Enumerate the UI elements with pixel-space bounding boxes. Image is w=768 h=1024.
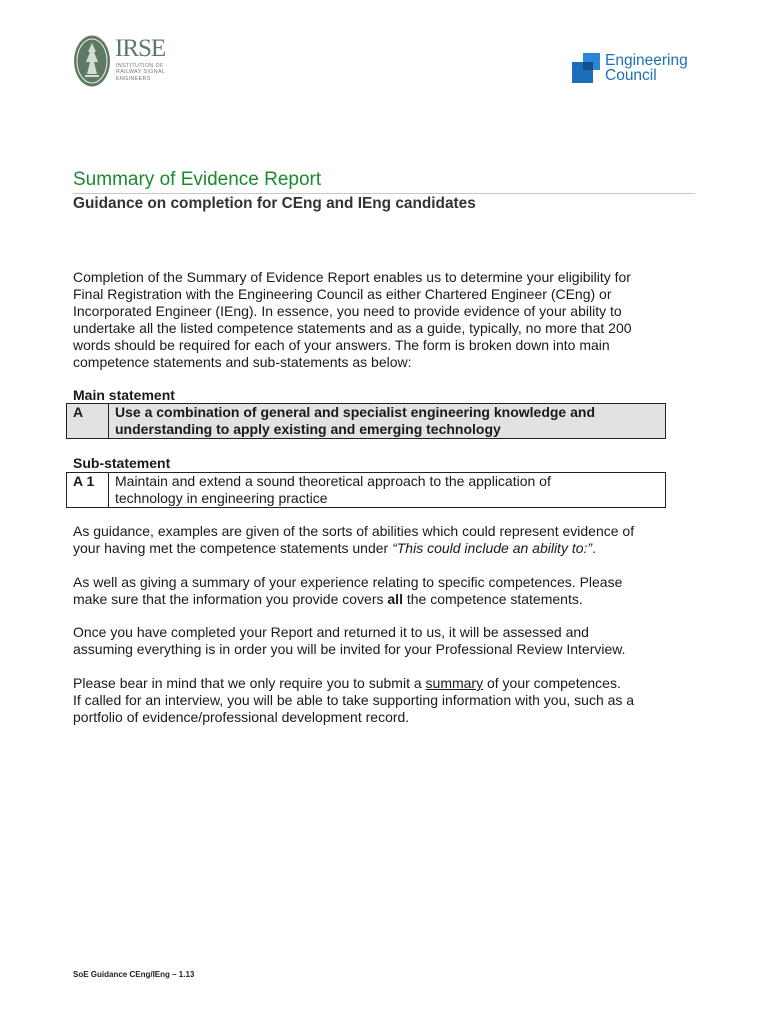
- final-underline-summary: summary: [425, 675, 484, 691]
- intro-line: Incorporated Engineer (IEng). In essence, you need to provide evidence of your ability to: [73, 303, 622, 319]
- main-statement-line: understanding to apply existing and emerging technology: [115, 421, 501, 437]
- main-statement-label: Main statement: [73, 387, 175, 403]
- main-statement-table: [66, 403, 666, 439]
- final-line: If called for an interview, you will be able to take supporting information with you, such as a: [73, 692, 635, 708]
- guidance-italic-quote: “This could include an ability to:”: [392, 540, 593, 556]
- irse-logo: [73, 34, 173, 88]
- report-line: assuming everything is in order you will be invited for your Professional Review Interview.: [73, 641, 626, 657]
- main-statement-text: [109, 404, 666, 439]
- irse-logo-subtext: INSTITUTION OF RAILWAY SIGNAL ENGINEERS: [116, 63, 166, 82]
- guidance-text: your having met the competence statements under: [73, 540, 393, 556]
- sub-statement-text: [109, 473, 666, 508]
- intro-line: Completion of the Summary of Evidence Report enables us to determine your eligibility for: [73, 269, 631, 285]
- final-line: [73, 675, 698, 692]
- main-statement-line: Use a combination of general and specialist engineering knowledge and: [115, 404, 595, 420]
- irse-seal-icon: [73, 34, 111, 88]
- table-row: [67, 473, 666, 508]
- final-text: Please bear in mind that we only require you to submit a: [73, 675, 426, 691]
- sub-statement-line: technology in engineering practice: [115, 490, 328, 506]
- engineering-council-logo: [572, 53, 702, 87]
- irse-logo-wordmark: IRSE: [115, 35, 166, 62]
- table-row: [67, 404, 666, 439]
- sub-statement-line: Maintain and extend a sound theoretical approach to the application of: [115, 473, 551, 489]
- report-paragraph: [73, 624, 698, 658]
- document-subtitle: Guidance on completion for CEng and IEng candidates: [73, 195, 476, 212]
- final-line: portfolio of evidence/professional development record.: [73, 709, 410, 725]
- guidance-line: [73, 540, 698, 557]
- guidance-text: .: [592, 540, 596, 556]
- final-text: of your competences.: [483, 675, 621, 691]
- engineering-council-mark-icon: [572, 53, 602, 83]
- engineering-council-wordmark: Engineering Council: [605, 52, 688, 84]
- main-statement-code: A: [67, 404, 109, 439]
- report-line: Once you have completed your Report and returned it to us, it will be assessed and: [73, 624, 589, 640]
- sub-statement-label: Sub-statement: [73, 455, 171, 471]
- summary-text: the competence statements.: [402, 591, 583, 607]
- intro-line: Final Registration with the Engineering Council as either Chartered Engineer (CEng) or: [73, 286, 612, 302]
- intro-line: words should be required for each of your answers. The form is broken down into main: [73, 337, 610, 353]
- guidance-line: As guidance, examples are given of the sorts of abilities which could represent evidence of: [73, 523, 635, 539]
- summary-text: make sure that the information you provide covers: [73, 591, 388, 607]
- page-footer: SoE Guidance CEng/IEng – 1.13: [73, 970, 195, 979]
- final-paragraph: [73, 675, 698, 726]
- intro-line: competence statements and sub-statements as below:: [73, 354, 412, 370]
- guidance-paragraph: [73, 523, 698, 557]
- intro-paragraph: [73, 269, 698, 371]
- intro-line: undertake all the listed competence statements and as a guide, typically, no more that 200: [73, 320, 632, 336]
- summary-line: As well as giving a summary of your experience relating to specific competences. Please: [73, 574, 623, 590]
- summary-paragraph: [73, 574, 698, 608]
- sub-statement-code: A 1: [67, 473, 109, 508]
- sub-statement-table: [66, 472, 666, 508]
- title-divider: [73, 193, 695, 194]
- summary-bold-all: all: [387, 591, 403, 607]
- summary-line: [73, 591, 698, 608]
- document-title: Summary of Evidence Report: [73, 169, 322, 190]
